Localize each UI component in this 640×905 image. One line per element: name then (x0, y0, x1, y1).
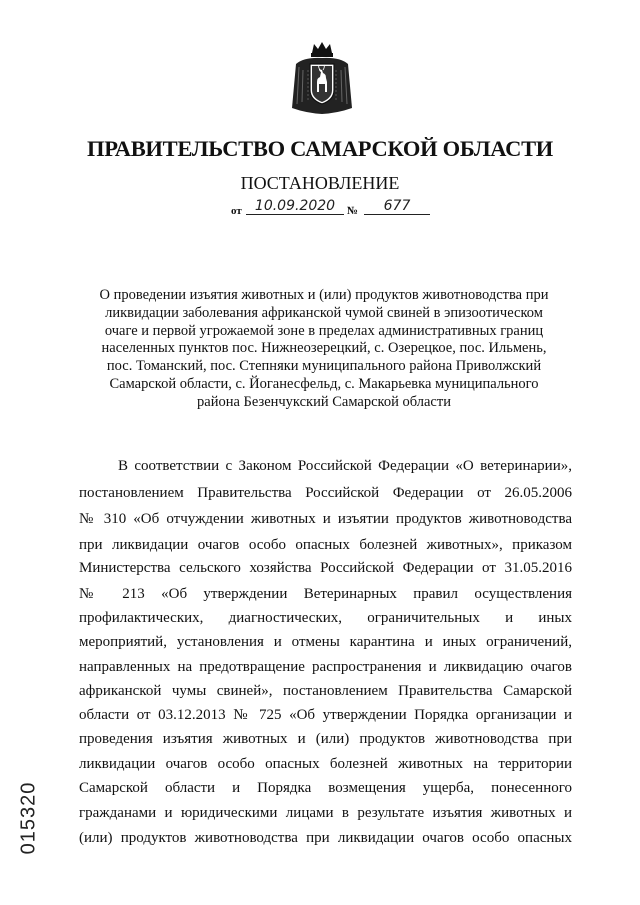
subject-line: очаге и первой угрожаемой зоне в пределах административных границ (104, 322, 544, 339)
body-line: Самарской области и Порядка возмещения ущерба, понесенного (79, 780, 572, 796)
number-label: № (347, 205, 359, 217)
subject-line: ликвидации заболевания африканской чумой свиней в эпизоотическом (105, 304, 543, 321)
body-line: (или) продуктов животноводства при ликвидации очагов особо опасных (79, 830, 572, 846)
number-value: 677 (364, 198, 430, 215)
subject-line: населенных пунктов пос. Нижнеозерецкий, с. Озерецкое, пос. Ильмень, (101, 340, 547, 357)
body-line: африканской чумы свиней», постановлением Правительства Самарской (79, 683, 572, 699)
margin-stamp-number: 015320 (17, 781, 40, 855)
body-line: № 213 «Об утверждении Ветеринарных правил осуществления (79, 586, 572, 602)
body-line: мероприятий, установления и отмены карантина и иных ограничений, (79, 634, 572, 650)
subject-line: района Безенчукский Самарской области (197, 393, 451, 410)
document-type: ПОСТАНОВЛЕНИЕ (240, 173, 400, 193)
body-line: гражданами и юридическими лицами в результате изъятия животных и (79, 805, 572, 821)
document-subject (80, 287, 568, 412)
body-line: профилактических, диагностических, ограничительных и иных (79, 610, 572, 626)
organization-title: ПРАВИТЕЛЬСТВО САМАРСКОЙ ОБЛАСТИ (87, 136, 553, 161)
date-label: от (231, 205, 242, 217)
coat-of-arms-icon (290, 40, 354, 116)
subject-line: пос. Томанский, пос. Степняки муниципального района Приволжский (106, 358, 542, 375)
document-meta (225, 198, 445, 218)
body-line: постановлением Правительства Российской Федерации от 26.05.2006 (79, 485, 572, 501)
body-line: № 310 «Об отчуждении животных и изъятии продуктов животноводства (79, 511, 572, 527)
subject-line: О проведении изъятия животных и (или) продуктов животноводства при (99, 287, 549, 303)
body-line: В соответствии с Законом Российской Федерации «О ветеринарии», (118, 458, 572, 474)
body-line: ликвидации очагов особо опасных болезней животных на территории (79, 756, 572, 772)
subject-line: Самарской области, с. Йоганесфельд, с. Макарьевка муниципального (109, 375, 539, 392)
body-line: при ликвидации очагов особо опасных болезней животных», приказом (79, 537, 572, 553)
body-line: области от 03.12.2013 № 725 «Об утверждении Порядка организации и (79, 707, 572, 723)
body-line: проведения изъятия животных и (или) продуктов животноводства при (79, 731, 572, 747)
margin-stamp (16, 773, 42, 863)
body-line: направленных на предотвращение распространения и ликвидацию очагов (79, 659, 572, 675)
body-line: Министерства сельского хозяйства Российской Федерации от 31.05.2016 (79, 560, 572, 576)
date-value: 10.09.2020 (246, 198, 344, 215)
